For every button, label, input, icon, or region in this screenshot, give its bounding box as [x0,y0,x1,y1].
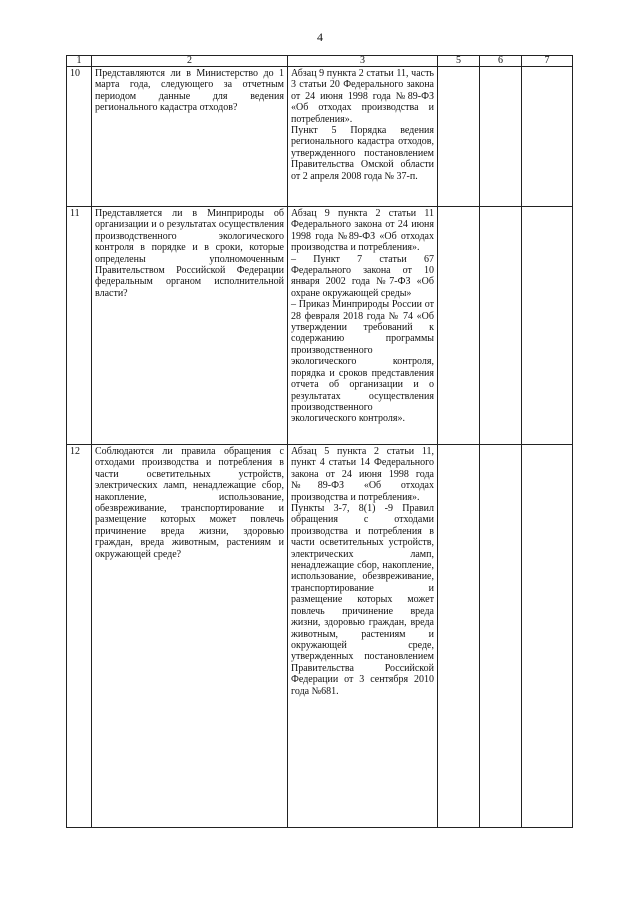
reference-paragraph: Абзац 5 пункта 2 статьи 11, пункт 4 статьи 14 Федерального закона от 24 июня 1998 года №89-ФЗ «Об отходах производства и потребления». [291,446,434,503]
empty-cell-6 [480,67,522,207]
empty-cell-5 [438,67,480,207]
legal-reference-cell [288,67,438,207]
empty-cell-6 [480,207,522,445]
question-cell: Представляются ли в Министерство до 1 марта года, следующего за отчетным периодом данные для ведения регионального кадастра отходов? [92,67,288,207]
table-row [67,207,573,445]
header-col-6: 6 [480,56,522,67]
empty-cell-7 [522,445,573,828]
header-col-1: 1 [67,56,92,67]
reference-paragraph: Абзац 9 пункта 2 статьи 11, часть 3 статьи 20 Федерального закона от 24 июня 1998 года №89-ФЗ «Об отходах производства и потребления». [291,68,434,125]
header-row [67,56,573,67]
header-col-2: 2 [92,56,288,67]
empty-cell-6 [480,445,522,828]
legal-reference-cell [288,207,438,445]
row-number: 10 [67,67,92,207]
reference-paragraph: Абзац 9 пункта 2 статьи 11 Федерального закона от 24 июня 1998 года №89-ФЗ «Об отходах производства и потребления». [291,208,434,254]
reference-paragraph: Пункты 3-7, 8(1) -9 Правил обращения с отходами производства и потребления в части осветительных устройств, электрических ламп, ненадлежащие сбор, накопление, использование, обезвреживание, транспортирование и размещение которых может повлечь причинение вреда жизни, здоровью граждан, вреда животным, растениям и окружающей среде, утвержденных постановлением Правительства Российской Федерации от 3 сентября 2010 года №681. [291,503,434,697]
page-number: 4 [317,30,323,44]
question-cell: Представляется ли в Минприроды об организации и о результатах осуществления производственного экологического контроля в порядке и в сроки, которые определены уполномоченным Правительством Российской Федерации федеральным органом исполнительной власти? [92,207,288,445]
reference-paragraph: Пункт 5 Порядка ведения регионального кадастра отходов, утвержденного постановлением Правительства Омской области от 2 апреля 2008 года № 37-п. [291,125,434,182]
checklist-table [66,55,573,828]
row-number: 11 [67,207,92,445]
reference-paragraph: – Приказ Минприроды России от 28 февраля 2018 года № 74 «Об утверждении требований к содержанию программы производственного экологического контроля, порядка и сроков представления отчета об организации и о результатах осуществления производственного экологического контроля». [291,299,434,425]
row-number: 12 [67,445,92,828]
reference-paragraph: – Пункт 7 статьи 67 Федерального закона от 10 января 2002 года №7-ФЗ «Об охране окружающей среды» [291,253,434,299]
header-col-3: 3 [288,56,438,67]
question-cell: Соблюдаются ли правила обращения с отходами производства и потребления в части осветительных устройств, электрических ламп, ненадлежащие сбор, накопление, использование, обезвреживание, транспортирование и размещение которых может повлечь причинение вреда жизни, здоровью граждан, вреда животным, растениям и окружающей среде? [92,445,288,828]
header-col-7: 7 [522,56,573,67]
empty-cell-7 [522,207,573,445]
table-row [67,67,573,207]
empty-cell-5 [438,207,480,445]
header-col-5: 5 [438,56,480,67]
empty-cell-5 [438,445,480,828]
table-row [67,445,573,828]
empty-cell-7 [522,67,573,207]
legal-reference-cell [288,445,438,828]
